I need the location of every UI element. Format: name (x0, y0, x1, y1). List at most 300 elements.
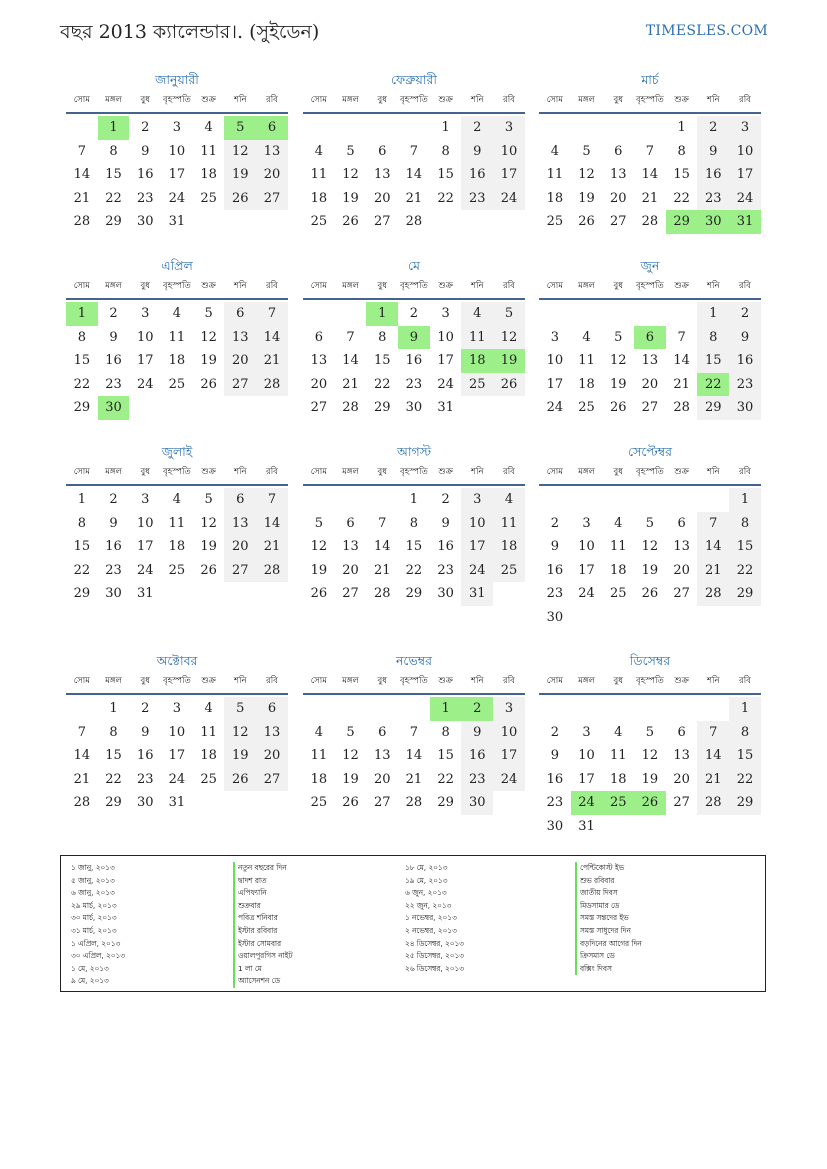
weekend-day-cell: 24 (461, 559, 493, 583)
weekday-label: মঙ্গল (342, 676, 359, 686)
weekend-day-cell: 12 (493, 326, 525, 350)
day-cell: 10 (546, 353, 564, 368)
empty-day-cell (493, 791, 525, 815)
empty-day-cell (224, 396, 256, 420)
week-row (303, 116, 525, 140)
empty-day-cell (602, 815, 634, 839)
day-cell: 14 (73, 748, 91, 763)
day-cell: 17 (546, 376, 564, 392)
week-row (66, 373, 288, 397)
weekday-label: শনি (234, 95, 247, 105)
weekend-day-cell: 21 (697, 768, 729, 792)
week-row (539, 744, 761, 768)
day-cell: 15 (73, 353, 91, 368)
holiday-day-cell: 22 (697, 373, 729, 397)
weekday-label: রবি (503, 95, 515, 105)
week-row (303, 187, 525, 211)
day-cell: 29 (73, 400, 91, 415)
empty-day-cell (256, 582, 288, 606)
week-row (539, 140, 761, 164)
weekday-label: শনি (471, 281, 484, 291)
day-cell: 12 (578, 167, 595, 182)
weekday-header (539, 278, 761, 300)
weekend-day-cell: 5 (224, 697, 256, 721)
week-row (303, 697, 525, 721)
day-cell: 3 (172, 120, 182, 135)
weekday-header (66, 464, 288, 486)
day-cell: 19 (578, 190, 595, 206)
day-cell: 8 (77, 329, 86, 345)
day-cell: 9 (109, 515, 118, 531)
month-title: সেপ্টেম্বর (628, 444, 672, 459)
day-cell: 13 (673, 539, 690, 554)
day-cell: 19 (641, 562, 659, 578)
day-cell: 27 (609, 214, 627, 229)
day-cell: 3 (141, 306, 150, 321)
weekday-label: বুধ (377, 676, 387, 686)
day-cell: 11 (310, 167, 328, 182)
day-cell: 21 (405, 190, 423, 206)
weekend-day-cell: 14 (256, 326, 288, 350)
weekend-day-cell: 24 (729, 187, 761, 211)
day-cell: 15 (405, 539, 423, 554)
day-cell: 13 (373, 167, 391, 182)
weekday-header (539, 464, 761, 486)
weekday-label: রবি (266, 281, 278, 291)
day-cell: 10 (136, 329, 154, 345)
weekend-day-cell: 13 (256, 140, 288, 164)
day-cell: 11 (310, 748, 328, 763)
legend-date: ১৮ মে, ২০১৩ (405, 863, 448, 872)
weekend-day-cell: 27 (256, 768, 288, 792)
holiday-day-cell: 30 (697, 210, 729, 234)
week-row (539, 559, 761, 583)
day-cell: 27 (641, 400, 659, 415)
day-cell: 24 (437, 376, 454, 392)
month-block (66, 444, 288, 606)
day-grid (303, 116, 525, 234)
week-row (66, 163, 288, 187)
empty-day-cell (430, 210, 462, 234)
weekend-day-cell: 6 (224, 488, 256, 512)
day-cell: 25 (546, 214, 564, 229)
day-cell: 16 (105, 539, 122, 554)
day-cell: 11 (546, 167, 564, 182)
weekday-label: বৃহস্পতি (636, 95, 664, 105)
empty-day-cell (224, 210, 256, 234)
day-cell: 22 (105, 190, 122, 206)
day-cell: 8 (109, 724, 118, 740)
day-cell: 24 (136, 376, 154, 392)
weekend-day-cell: 2 (461, 116, 493, 140)
week-row (539, 721, 761, 745)
day-cell: 24 (168, 190, 186, 206)
weekend-day-cell: 10 (729, 140, 761, 164)
legend-holiday-name: বড়দিনের আগের দিন (575, 938, 642, 951)
month-title: জানুয়ারী (155, 72, 199, 87)
weekday-label: সোম (73, 467, 90, 477)
legend-dates-col-1 (71, 862, 125, 988)
day-cell: 19 (200, 539, 217, 554)
holiday-day-cell: 1 (66, 302, 98, 326)
day-cell: 4 (614, 724, 623, 740)
empty-day-cell (193, 210, 225, 234)
legend-holiday-name: সমস্ত সাধুদের দিন (575, 925, 642, 938)
weekend-day-cell: 3 (461, 488, 493, 512)
weekday-label: শুক্র (201, 281, 216, 291)
day-cell: 4 (614, 515, 623, 531)
week-row (303, 791, 525, 815)
weekend-day-cell: 25 (493, 559, 525, 583)
weekend-day-cell: 16 (461, 744, 493, 768)
legend-holiday-name: পবিত্র শনিবার (233, 912, 292, 925)
weekday-label: রবি (739, 676, 751, 686)
day-cell: 2 (109, 492, 118, 507)
legend-date: ২৪ ডিসেম্বর, ২০১৩ (405, 938, 464, 948)
legend-holiday-name: অ্যাসেনশন ডে (233, 975, 292, 988)
weekend-day-cell: 21 (697, 559, 729, 583)
day-cell: 11 (168, 515, 186, 531)
day-cell: 18 (168, 353, 186, 368)
day-cell: 8 (109, 143, 118, 159)
week-row (539, 815, 761, 839)
day-cell: 24 (136, 562, 154, 578)
weekday-label: সোম (546, 95, 563, 105)
weekend-day-cell: 6 (224, 302, 256, 326)
week-row (539, 512, 761, 536)
legend-date: ৯ মে, ২০১৩ (71, 976, 109, 986)
weekend-day-cell: 13 (224, 326, 256, 350)
day-cell: 13 (342, 539, 359, 554)
day-cell: 5 (614, 329, 623, 345)
empty-day-cell (193, 582, 225, 606)
day-cell: 17 (437, 353, 454, 368)
empty-day-cell (493, 582, 525, 606)
day-cell: 6 (677, 724, 686, 740)
weekday-label: রবি (266, 676, 278, 686)
weekend-day-cell: 7 (697, 512, 729, 536)
day-cell: 23 (405, 376, 423, 392)
weekday-label: বুধ (377, 281, 387, 291)
empty-day-cell (256, 210, 288, 234)
week-row (66, 768, 288, 792)
weekend-day-cell: 15 (697, 349, 729, 373)
month-title: আগস্ট (396, 444, 432, 459)
holiday-day-cell: 1 (98, 116, 130, 140)
day-cell: 21 (73, 190, 91, 206)
day-cell: 7 (409, 724, 419, 740)
day-cell: 5 (204, 492, 213, 507)
legend-holiday-name: দ্বাদশ রাত (233, 875, 292, 888)
empty-day-cell (398, 697, 430, 721)
day-cell: 11 (578, 353, 595, 368)
day-cell: 7 (77, 724, 86, 740)
day-cell: 17 (136, 539, 154, 554)
day-cell: 21 (641, 190, 659, 206)
day-cell: 28 (73, 795, 91, 810)
day-cell: 20 (641, 376, 659, 392)
weekend-day-cell: 12 (224, 721, 256, 745)
weekend-day-cell: 16 (461, 163, 493, 187)
week-row (539, 326, 761, 350)
week-row (303, 326, 525, 350)
day-cell: 7 (677, 329, 686, 345)
weekday-label: শনি (234, 467, 247, 477)
day-cell: 26 (641, 586, 659, 601)
day-cell: 2 (441, 492, 450, 507)
weekend-day-cell: 13 (256, 721, 288, 745)
day-cell: 22 (437, 771, 454, 787)
week-row (66, 791, 288, 815)
day-cell: 3 (441, 306, 450, 321)
legend-holiday-name: 1 লা মে (233, 963, 292, 976)
day-cell: 18 (609, 771, 627, 787)
empty-day-cell (666, 815, 698, 839)
day-cell: 7 (346, 329, 355, 345)
empty-day-cell (398, 116, 430, 140)
day-grid (66, 488, 288, 606)
weekday-label: বুধ (140, 467, 150, 477)
weekend-day-cell: 7 (697, 721, 729, 745)
weekday-label: বুধ (613, 467, 623, 477)
holiday-day-cell: 2 (461, 697, 493, 721)
weekday-label: শুক্র (674, 467, 689, 477)
weekday-label: শুক্র (438, 95, 453, 105)
day-cell: 15 (105, 748, 122, 763)
empty-day-cell (193, 396, 225, 420)
page-title: বছর 2013 ক্যালেন্ডার।. (সুইডেন) (60, 21, 320, 43)
day-cell: 12 (200, 515, 217, 531)
empty-day-cell (539, 116, 571, 140)
day-cell: 20 (673, 771, 690, 787)
weekend-day-cell: 10 (461, 512, 493, 536)
day-cell: 2 (141, 701, 150, 716)
weekday-label: রবি (266, 467, 278, 477)
legend-holiday-name: ক্রিসমাস ডে (575, 950, 642, 963)
legend-holiday-name: পেন্টিকোস্ট ইভ (575, 862, 642, 875)
day-cell: 6 (346, 515, 355, 531)
weekday-label: রবি (503, 281, 515, 291)
day-cell: 24 (546, 400, 564, 415)
day-cell: 28 (641, 214, 659, 229)
legend-holiday-name: জাতীয় দিবস (575, 887, 642, 900)
day-grid (539, 302, 761, 420)
empty-day-cell (193, 791, 225, 815)
weekday-label: মঙ্গল (578, 281, 595, 291)
day-cell: 30 (405, 400, 423, 415)
day-cell: 25 (310, 214, 328, 229)
empty-day-cell (634, 815, 666, 839)
empty-day-cell (303, 302, 335, 326)
weekend-day-cell: 23 (461, 768, 493, 792)
month-block (539, 444, 761, 629)
weekend-day-cell: 25 (461, 373, 493, 397)
day-cell: 2 (109, 306, 118, 321)
empty-day-cell (335, 116, 367, 140)
weekend-day-cell: 23 (461, 187, 493, 211)
weekday-label: বৃহস্পতি (163, 676, 191, 686)
week-row (539, 582, 761, 606)
day-cell: 21 (373, 562, 391, 578)
week-row (66, 210, 288, 234)
empty-day-cell (697, 815, 729, 839)
day-cell: 25 (168, 376, 186, 392)
legend-date: ২২ জুন, ২০১৩ (405, 900, 452, 910)
day-cell: 12 (342, 167, 359, 182)
week-row (66, 140, 288, 164)
day-cell: 14 (405, 748, 423, 763)
empty-day-cell (66, 116, 98, 140)
empty-day-cell (602, 302, 634, 326)
day-cell: 10 (437, 329, 454, 345)
month-title: জুন (640, 258, 660, 273)
day-cell: 18 (200, 748, 217, 763)
day-cell: 22 (73, 376, 91, 392)
weekend-day-cell: 15 (729, 535, 761, 559)
day-cell: 7 (409, 143, 419, 159)
day-cell: 30 (105, 586, 122, 601)
empty-day-cell (634, 488, 666, 512)
day-cell: 28 (342, 400, 359, 415)
weekday-label: সোম (546, 281, 563, 291)
day-cell: 28 (373, 586, 391, 601)
weekday-label: মঙ্গল (342, 467, 359, 477)
empty-day-cell (493, 210, 525, 234)
weekday-label: সোম (310, 281, 327, 291)
empty-day-cell (571, 606, 603, 630)
month-title: এপ্রিল (161, 258, 193, 273)
empty-day-cell (729, 815, 761, 839)
day-cell: 1 (409, 492, 419, 507)
legend-holiday-name: ওয়ালপুরগিস নাইট (233, 950, 292, 963)
day-cell: 27 (342, 586, 359, 601)
weekday-label: বুধ (613, 95, 623, 105)
day-cell: 9 (550, 539, 559, 554)
day-cell: 19 (342, 771, 359, 787)
day-cell: 20 (609, 190, 627, 206)
legend-holiday-name: মিডসামার ডে (575, 900, 642, 913)
day-cell: 31 (168, 795, 186, 810)
weekday-label: বুধ (377, 467, 387, 477)
day-cell: 29 (437, 795, 454, 810)
weekend-day-cell: 24 (493, 187, 525, 211)
weekday-label: বুধ (140, 281, 150, 291)
site-link[interactable]: TIMESLES.COM (645, 23, 768, 39)
legend-holiday-name: সমস্ত সন্তদের ইভ (575, 912, 642, 925)
weekday-header (66, 278, 288, 300)
weekday-header (303, 278, 525, 300)
day-cell: 24 (168, 771, 186, 787)
day-cell: 13 (673, 748, 690, 763)
day-cell: 27 (310, 400, 328, 415)
day-cell: 12 (200, 329, 217, 345)
month-block (66, 258, 288, 420)
day-cell: 16 (546, 771, 564, 787)
day-cell: 5 (314, 515, 323, 531)
week-row (539, 116, 761, 140)
day-cell: 21 (342, 376, 359, 392)
day-cell: 26 (609, 400, 627, 415)
month-title: জুলাই (161, 444, 193, 459)
day-cell: 31 (578, 818, 595, 834)
day-cell: 12 (641, 748, 659, 763)
day-grid (303, 488, 525, 606)
weekday-label: মঙ্গল (342, 281, 359, 291)
day-cell: 30 (546, 609, 564, 625)
weekday-label: সোম (546, 676, 563, 686)
week-row (539, 349, 761, 373)
weekday-header (539, 92, 761, 114)
day-cell: 9 (441, 515, 450, 531)
weekday-label: মঙ্গল (105, 281, 122, 291)
weekend-day-cell: 28 (256, 559, 288, 583)
weekday-label: সোম (73, 676, 90, 686)
empty-day-cell (256, 791, 288, 815)
weekend-day-cell: 30 (729, 396, 761, 420)
legend-date: ৫ জানু, ২০১৩ (71, 875, 115, 885)
empty-day-cell (539, 488, 571, 512)
empty-day-cell (366, 116, 398, 140)
weekend-day-cell: 16 (729, 349, 761, 373)
weekday-label: মঙ্গল (105, 95, 122, 105)
day-cell: 28 (673, 400, 690, 415)
day-cell: 23 (136, 190, 154, 206)
day-cell: 23 (105, 562, 122, 578)
day-cell: 2 (550, 724, 559, 740)
weekday-label: শুক্র (674, 95, 689, 105)
day-cell: 26 (342, 795, 359, 810)
day-cell: 4 (314, 143, 323, 159)
holiday-day-cell: 24 (571, 791, 603, 815)
weekend-day-cell: 7 (256, 302, 288, 326)
week-row (66, 488, 288, 512)
legend-date: ২৫ ডিসেম্বর, ২০১৩ (405, 951, 464, 961)
day-cell: 5 (346, 724, 355, 740)
day-cell: 27 (373, 795, 391, 810)
day-cell: 14 (405, 167, 423, 182)
weekday-label: বৃহস্পতি (636, 676, 664, 686)
day-cell: 25 (310, 795, 328, 810)
day-cell: 18 (578, 376, 595, 392)
weekday-label: মঙ্গল (578, 676, 595, 686)
empty-day-cell (571, 116, 603, 140)
weekday-label: শুক্র (438, 467, 453, 477)
week-row (66, 302, 288, 326)
day-cell: 6 (677, 515, 686, 531)
legend-date: ১ নভেম্বর, ২০১৩ (405, 913, 457, 923)
day-cell: 9 (109, 329, 118, 345)
weekend-day-cell: 20 (256, 744, 288, 768)
week-row (303, 535, 525, 559)
weekend-day-cell: 11 (461, 326, 493, 350)
weekend-day-cell: 23 (729, 373, 761, 397)
day-cell: 2 (409, 306, 419, 321)
weekend-day-cell: 29 (697, 396, 729, 420)
week-row (539, 302, 761, 326)
day-cell: 3 (582, 724, 591, 740)
day-cell: 9 (141, 143, 150, 159)
legend-date: ৬ জুন, ২০১৩ (405, 888, 447, 898)
empty-day-cell (66, 697, 98, 721)
weekend-day-cell: 2 (697, 116, 729, 140)
week-row (539, 791, 761, 815)
empty-day-cell (303, 697, 335, 721)
weekend-day-cell: 6 (256, 697, 288, 721)
weekend-day-cell: 28 (256, 373, 288, 397)
day-cell: 20 (673, 562, 690, 578)
weekend-day-cell: 17 (461, 535, 493, 559)
day-cell: 13 (310, 353, 328, 368)
